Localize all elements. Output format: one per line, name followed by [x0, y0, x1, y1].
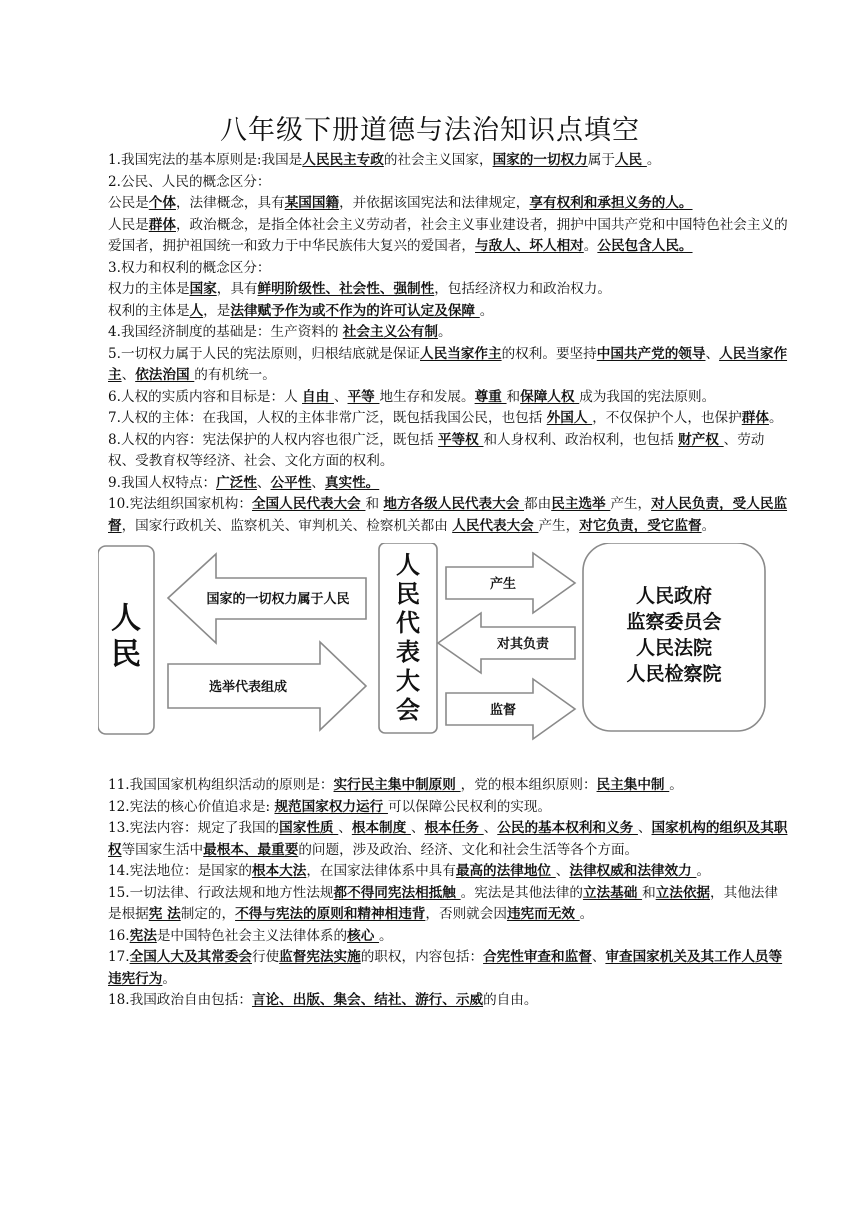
answer: 全国人大及其常委会 [129, 949, 252, 965]
item-2-people [108, 215, 788, 258]
text: 可以保障公民权利的实现。 [387, 798, 552, 815]
congress-label: 人 民 代 表 大 会 [396, 551, 420, 724]
answer: 国家机构的组织及其职权 [108, 820, 788, 858]
text: 是中国特色社会主义法律体系的 [156, 927, 348, 944]
text: 、 [591, 949, 606, 965]
answer: 法律权威和法律效力 [569, 863, 697, 879]
item-11 [108, 775, 788, 797]
text: 。 [583, 238, 598, 254]
answer: 社会主义公有制 [342, 324, 438, 340]
item-17 [108, 947, 788, 990]
item-14 [108, 861, 788, 883]
text: 。 [479, 302, 494, 319]
text: 和人身权利、政治权利，也包括 [483, 431, 679, 448]
text: 14.宪法地位：是国家的 [108, 863, 252, 879]
item-5 [108, 344, 788, 387]
answer: 人民 [614, 152, 647, 168]
answer: 公平性 [270, 474, 312, 491]
item-13 [108, 818, 788, 861]
answer: 监督宪法实施 [279, 949, 361, 965]
text: 1.我国宪法的基本原则是:我国是 [108, 152, 303, 168]
text: 。 [379, 927, 393, 944]
item-16 [108, 926, 788, 948]
answer: 核心 [347, 927, 380, 944]
answer: 最高的法律地位 [455, 863, 556, 879]
text: 的权利。要坚持 [501, 345, 597, 362]
state-organs-diagram [98, 543, 778, 753]
item-12 [108, 797, 788, 819]
answer: 享有权利和承担义务的人。 [529, 195, 693, 211]
text: 的有机统一。 [194, 367, 276, 383]
answer: 根本任务 [424, 820, 484, 836]
text: 4.我国经济制度的基础是：生产资料的 [108, 324, 343, 340]
text: 都由 [524, 496, 552, 512]
answer: 人民当家作主 [420, 345, 502, 362]
answer: 对人民负责，受人民监督 [108, 496, 788, 534]
answer: 平等 [347, 388, 380, 405]
text: ，党的根本组织原则： [460, 777, 597, 793]
item-18 [108, 990, 788, 1012]
text: 的自由。 [483, 992, 538, 1008]
text: 10.宪法组织国家机构： [108, 496, 252, 512]
text: 人民是 [108, 216, 149, 233]
text: ，并依据该国宪法和法律规定， [339, 195, 530, 211]
text: 等国家生活中 [121, 841, 204, 858]
item-9 [108, 473, 788, 495]
text: 、 [338, 820, 352, 836]
text: 、 [256, 474, 271, 491]
item-4 [108, 322, 788, 344]
text: 地生存和发展。 [379, 388, 475, 405]
answer: 不得与宪法的原则和精神相违背 [235, 906, 426, 922]
answer: 群体 [741, 410, 769, 426]
answer: 人民代表大会 [452, 517, 539, 534]
text: 的职权，内容包括： [360, 949, 484, 965]
text: 5.一切权力属于人民的宪法原则，归根结底就是保证 [108, 345, 421, 362]
document-body [108, 150, 788, 1012]
answer: 合宪性审查和监督 [483, 949, 592, 965]
text: 产生， [610, 496, 652, 512]
answer: 最根本、最重要 [203, 841, 299, 858]
answer: 人 [189, 302, 204, 319]
text: 和 [642, 884, 656, 901]
answer: 广泛性 [216, 474, 257, 491]
text: 13.宪法内容：规定了我国的 [108, 820, 280, 836]
answer: 国家 [189, 281, 217, 297]
answer: 立法依据 [655, 884, 711, 901]
text: 和 [506, 388, 521, 405]
answer: 个体 [148, 195, 176, 211]
item-2-heading: 2.公民、人民的概念区分： [108, 173, 271, 190]
answer: 人民民主专政 [302, 152, 384, 168]
text: 。 [579, 906, 594, 922]
text: ，具有 [216, 281, 258, 297]
text: 、 [121, 367, 136, 383]
item-7 [108, 408, 788, 430]
answer: 国家的一切权力 [492, 152, 588, 168]
text: ，是 [203, 302, 231, 319]
answer: 与敌人、坏人相对 [475, 238, 584, 254]
text: 17. [108, 949, 130, 965]
text: 权力的主体是 [108, 281, 190, 297]
answer: 保障人权 [520, 388, 580, 405]
text: 。 [162, 970, 176, 987]
answer: 自由 [302, 388, 334, 405]
organ-court: 人民法院 [635, 637, 712, 659]
text: 、 [555, 863, 570, 879]
text: 公民是 [108, 195, 149, 211]
answer: 根本大法 [251, 863, 307, 879]
answer: 人民当家作主 [108, 345, 788, 383]
arrow-responsible-label: 对其负责 [496, 637, 549, 652]
text: 产生， [538, 517, 580, 534]
answer: 言论、出版、集会、结社、游行、示威 [251, 992, 484, 1008]
text: 。 [669, 777, 683, 793]
item-3-right [108, 301, 788, 323]
answer: 实行民主集中制原则 [333, 777, 461, 793]
answer: 依法治国 [135, 367, 195, 383]
text: 8.人权的内容：宪法保护的人权内容也很广泛，既包括 [108, 431, 438, 448]
text: 。 [701, 517, 716, 534]
item-15 [108, 883, 788, 926]
text: ，不仅保护个人，也保护 [592, 410, 742, 426]
answer: 财产权 [678, 431, 724, 448]
item-10 [108, 494, 788, 537]
answer: 中国共产党的领导 [596, 345, 706, 362]
text: 制定的， [180, 906, 236, 922]
text: 、 [705, 345, 720, 362]
text: 成为我国的宪法原则。 [579, 388, 716, 405]
text: 属于 [587, 152, 615, 168]
text: ，否则就会因 [425, 906, 507, 922]
text: ，政治概念，是指全体社会主义劳动者，社会主义事业建设者，拥护中国共产党和中国特色社会主义的爱国者，拥护祖国统一和致力于中华民族伟大复兴的爱国者， [108, 216, 788, 254]
text: 、劳动权、受教育权等经济、社会、文化方面的权利。 [108, 431, 765, 469]
text: ，法律概念，具有 [175, 195, 285, 211]
organ-procuratorate: 人民检察院 [626, 663, 722, 685]
answer: 某国国籍 [284, 195, 340, 211]
answer: 鲜明阶级性、社会性、强制性 [257, 281, 435, 297]
text: 9.我国人权特点： [108, 474, 217, 491]
item-2-citizen [108, 193, 788, 215]
item-3-heading: 3.权力和权利的概念区分： [108, 259, 271, 276]
text: 。 [768, 410, 783, 426]
answer: 宪法 [129, 927, 157, 944]
organ-government: 人民政府 [635, 585, 712, 607]
text: 7.人权的主体：在我国，人权的主体非常广泛，既包括我国公民，也包括 [108, 410, 547, 426]
answer: 平等权 [437, 431, 484, 448]
item-6 [108, 387, 788, 409]
text: 、 [637, 820, 652, 836]
text: 、 [311, 474, 325, 491]
answer: 宪 法 [148, 906, 181, 922]
answer: 尊重 [474, 388, 507, 405]
text: 行使 [251, 949, 280, 965]
answer: 群体 [148, 216, 176, 233]
text: 11.我国国家机构组织活动的原则是： [108, 777, 334, 793]
text: 、 [410, 820, 425, 836]
answer: 对它负责，受它监督 [579, 517, 702, 534]
text: 12.宪法的核心价值追求是: [108, 798, 275, 815]
organ-supervisory-commission: 监察委员会 [626, 611, 722, 633]
arrow-elect-label: 选举代表组成 [208, 680, 287, 695]
answer: 外国人 [546, 410, 593, 426]
organs-list [583, 583, 765, 687]
text: 。 [646, 152, 661, 168]
text: 。 [437, 324, 452, 340]
text: 的社会主义国家， [383, 152, 493, 168]
answer: 真实性。 [324, 474, 380, 491]
text: 。 [696, 863, 711, 879]
answer: 审查国家机关及其工作人员等违宪行为 [108, 949, 783, 987]
arrow-supervise-label: 监督 [489, 703, 516, 718]
people-label: 人 民 [111, 601, 141, 672]
answer: 公民包含人民。 [597, 238, 693, 254]
item-1 [108, 150, 788, 172]
text: 的问题，涉及政治、经济、文化和社会生活等各个方面。 [298, 841, 639, 858]
text: ，在国家法律体系中具有 [306, 863, 456, 879]
answer: 民主集中制 [596, 777, 670, 793]
text: 权利的主体是 [108, 302, 190, 319]
text: 、 [333, 388, 348, 405]
answer: 立法基础 [582, 884, 643, 901]
page-title: 八年级下册道德与法治知识点填空 [220, 115, 640, 146]
text: ，包括经济权力和政治权力。 [434, 281, 611, 297]
item-8 [108, 430, 788, 473]
text: 。宪法是其他法律的 [460, 884, 583, 901]
item-3-power [108, 279, 788, 301]
text: 18.我国政治自由包括： [108, 992, 252, 1008]
arrow-produce-label: 产生 [489, 577, 516, 592]
text: 和 [365, 496, 384, 512]
answer: 根本制度 [351, 820, 411, 836]
text: 、 [483, 820, 498, 836]
text: 15.一切法律、行政法规和地方性法规 [108, 884, 334, 901]
answer: 都不得同宪法相抵触 [333, 884, 461, 901]
answer: 违宪而无效 [506, 906, 580, 922]
text: ，其他法律是根据 [108, 884, 778, 922]
text: ，国家行政机关、监察机关、审判机关、检察机关都由 [121, 517, 453, 534]
answer: 民主选举 [551, 496, 611, 512]
text: 6.人权的实质内容和目标是：人 [108, 388, 303, 405]
text: 16. [108, 927, 130, 944]
answer: 国家性质 [279, 820, 339, 836]
answer: 规范国家权力运行 [274, 798, 388, 815]
answer: 法律赋予作为或不作为的许可认定及保障 [230, 302, 480, 319]
answer: 公民的基本权利和义务 [497, 820, 638, 836]
answer: 全国人民代表大会 [251, 496, 366, 512]
arrow-power-label: 国家的一切权力属于人民 [206, 592, 350, 607]
answer: 地方各级人民代表大会 [383, 496, 525, 512]
